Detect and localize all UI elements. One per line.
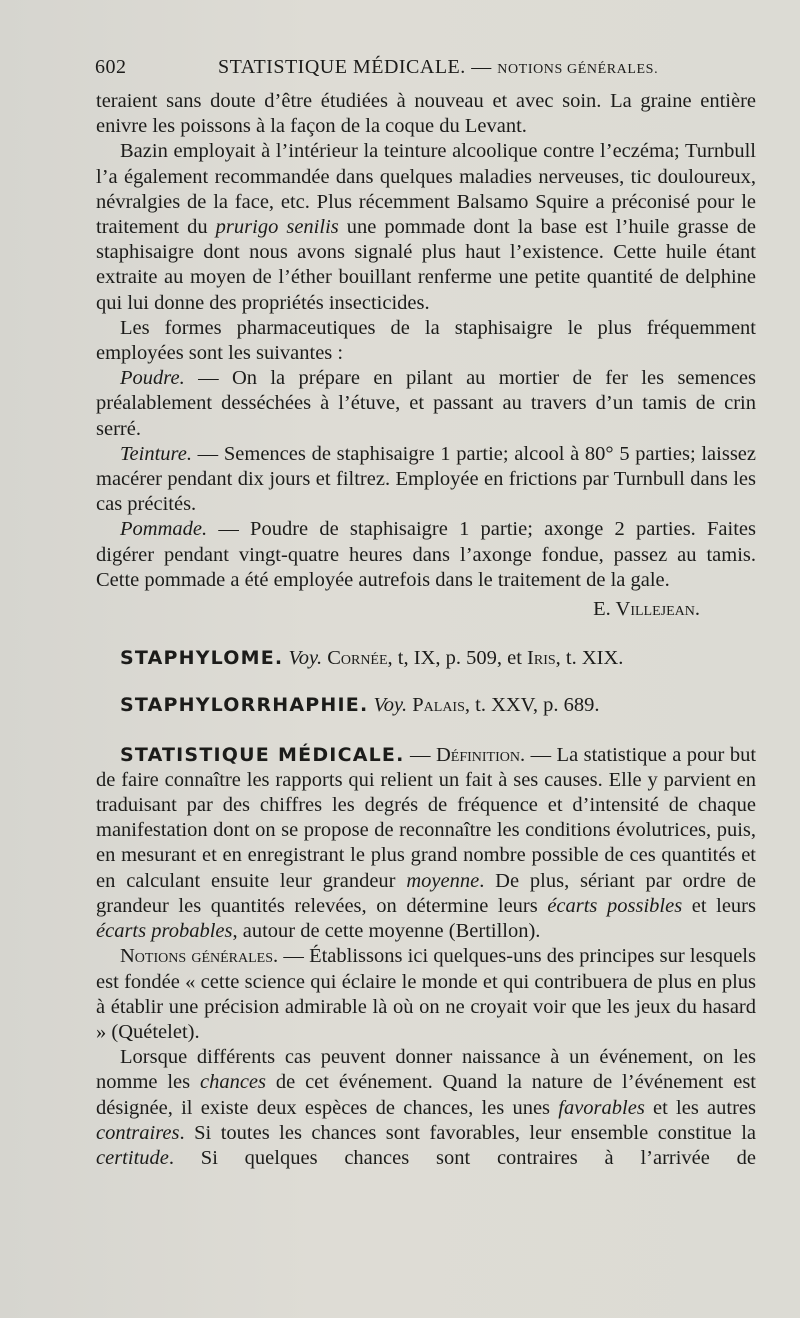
running-title xyxy=(218,56,658,79)
entry-statistique-medicale xyxy=(96,743,756,945)
entry-headword: STATISTIQUE MÉDICALE. xyxy=(120,743,405,766)
paragraph-poudre xyxy=(96,366,756,442)
text-run: , t. XIX. xyxy=(555,647,624,670)
text-run: , t. XXV, p. 689. xyxy=(464,694,600,717)
text-run: de cet événement. Quand la nature de l’événement est désignée, il existe deux espèces de chances, les unes xyxy=(96,1071,756,1119)
running-header xyxy=(95,56,755,84)
italic-term: prurigo senilis xyxy=(215,216,339,239)
text-run: Lorsque différents cas peuvent donner naissance à un événement, on les nomme les xyxy=(96,1046,756,1094)
text-run: Les formes pharmaceutiques de la staphisaigre le plus fréquemment employées sont les suivantes : xyxy=(96,316,756,365)
italic-term: chances xyxy=(199,1071,267,1094)
text-run: Bazin employait à l’intérieur la teinture alcoolique contre l’eczéma; Turnbull l’a également recommandée dans quelques maladies nerveuses, tic douloureux, névralgies de la face, etc. Plus récemment Balsamo Squire a préconisé pour le traitement du xyxy=(96,140,756,239)
text-run: une pommade dont la base est l’huile grasse de staphisaigre dont nous avons signalé plus haut l’existence. Cette huile étant extraite au moyen de l’éther bouillant renferme une petite quantité de delphine qui lui donne des propriétés insecticides. xyxy=(96,216,756,314)
section-label: Notions générales xyxy=(120,945,274,968)
text-run: . De plus, sériant par ordre de grandeur les quantités relevées, on détermine leurs xyxy=(96,869,757,917)
cross-ref-target: Cornée xyxy=(322,647,388,670)
paragraph-pommade xyxy=(96,517,756,593)
text-run: teraient sans doute d’être étudiées à nouveau et avec soin. La graine entière enivre les poissons à la façon de la coque du Levant. xyxy=(96,90,756,138)
text-run: , autour de cette moyenne (Bertillon). xyxy=(232,920,541,943)
italic-term: contraires xyxy=(96,1121,180,1144)
text-run: , t, IX, p. 509, et xyxy=(387,647,528,670)
italic-term: Teinture. xyxy=(120,442,192,465)
text-run: — Semences de staphisaigre 1 partie; alcool à 80° 5 parties; laissez macérer pendant dix jours et filtrez. Employée en frictions par Turnbull dans les cas précités. xyxy=(96,442,756,516)
text-run: . — La statistique a pour but de faire connaître les rapports qui relient un fait à ses causes. Elle y parvient en traduisant par des chiffres les degrés de fréquence et d’intensité de chaque manifestation dont on se propose de reconnaître les conditions évolutrices, puis, en mesurant et en enregistrant le plus grand nombre possible de ces quantités et en calculant ensuite leur grandeur xyxy=(96,743,757,892)
paragraph-bazin xyxy=(96,139,756,315)
italic-term: Pommade. xyxy=(120,518,208,541)
text-run: et les autres xyxy=(644,1096,756,1119)
italic-term: favorables xyxy=(558,1096,645,1119)
italic-term: certitude xyxy=(96,1146,169,1169)
paragraph-chances xyxy=(96,1045,756,1171)
text-run: et leurs xyxy=(682,894,756,917)
text-run: — On la prépare en pilant au mortier de fer les semences préalablement desséchées à l’étuve, et passant au travers d’un tamis de crin serré. xyxy=(96,367,756,440)
italic-term: écarts possibles xyxy=(547,894,683,917)
text-run: . — Établissons ici quelques-uns des principes sur lesquels est fondée « cette science qui éclaire le monde et qui contribuera de plus en plus à établir une précision admirable là où on ne croyait voir que les jeux du hasard » (Quételet). xyxy=(96,945,756,1043)
running-title-section: NOTIONS GÉNÉRALES. xyxy=(497,62,659,77)
section-label: Définition xyxy=(435,743,520,766)
paragraph-forms xyxy=(96,316,756,366)
cross-ref-target: Palais xyxy=(407,694,465,717)
entry-staphylorrhaphie xyxy=(96,693,756,718)
entry-headword: STAPHYLOME. xyxy=(120,647,284,670)
italic-term: Poudre. xyxy=(120,367,185,390)
cross-ref-voy: Voy. xyxy=(283,647,323,670)
text-run: — Poudre de staphisaigre 1 partie; axonge 2 parties. Faites digérer pendant vingt-quatre heures dans l’axonge fondue, passez au tamis. Cette pommade a été employée autrefois dans le traitement de la gale. xyxy=(96,518,756,591)
paragraph-continuation xyxy=(96,89,756,139)
text-run: . Si toutes les chances sont favorables, leur ensemble constitue la xyxy=(179,1121,756,1144)
cross-ref-target: Iris xyxy=(527,647,556,670)
page-body xyxy=(96,89,756,1171)
paragraph-teinture xyxy=(96,442,756,518)
paragraph-notions-generales xyxy=(96,944,756,1045)
page-number: 602 xyxy=(95,56,127,78)
running-title-main: STATISTIQUE MÉDICALE. — xyxy=(218,56,498,78)
entry-staphylome xyxy=(96,646,756,671)
italic-term: moyenne xyxy=(406,869,480,892)
italic-term: écarts probables xyxy=(96,920,233,943)
author-signature: E. Villejean. xyxy=(593,598,700,621)
text-run: — xyxy=(404,743,436,766)
cross-ref-voy: Voy. xyxy=(368,694,408,717)
entry-headword: STAPHYLORRHAPHIE. xyxy=(120,694,369,717)
text-run: . Si quelques chances sont contraires à l’arrivée de xyxy=(168,1146,756,1169)
